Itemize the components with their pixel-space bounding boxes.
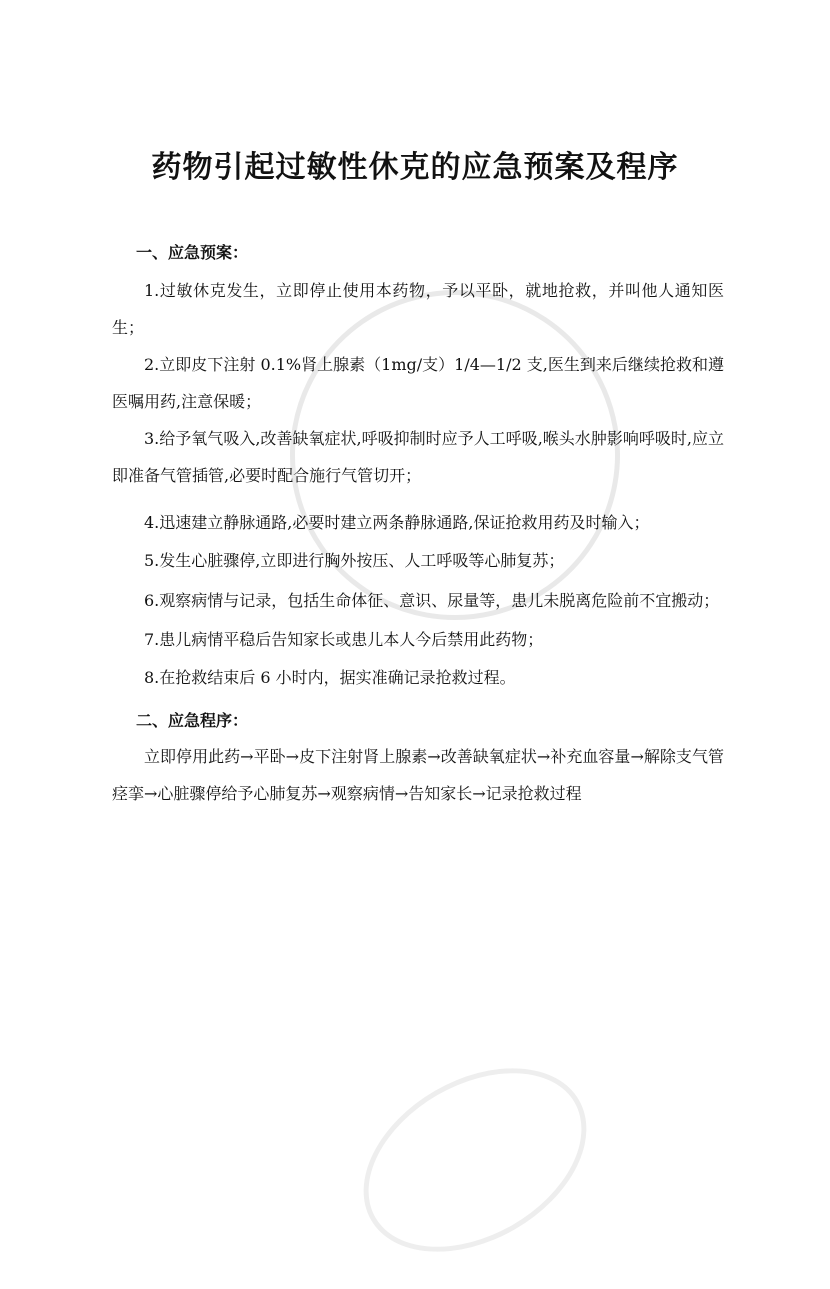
plan-item-1: 1.过敏休克发生，立即停止使用本药物，予以平卧，就地抢救，并叫他人通知医生； [112,281,724,337]
plan-item-3: 3.给予氧气吸入,改善缺氧症状,呼吸抑制时应予人工呼吸,喉头水肿影响呼吸时,应立即准备气管插管,必要时配合施行气管切开； [112,429,724,485]
document-title: 药物引起过敏性休克的应急预案及程序 [151,150,679,185]
section-heading-procedure: 二、应急程序： [136,711,249,730]
watermark-seal-bottom [331,1031,619,1289]
plan-item-6: 6.观察病情与记录，包括生命体征、意识、尿量等，患儿未脱离危险前不宜搬动； [144,591,720,610]
plan-item-7: 7.患儿病情平稳后告知家长或患儿本人今后禁用此药物； [144,630,544,649]
plan-item-5: 5.发生心脏骤停,立即进行胸外按压、人工呼吸等心肺复苏； [144,551,565,570]
plan-item-2: 2.立即皮下注射 0.1%肾上腺素（1mg/支）1/4—1/2 支,医生到来后继续抢救和遵医嘱用药,注意保暖； [112,355,724,411]
plan-item-4: 4.迅速建立静脉通路,必要时建立两条静脉通路,保证抢救用药及时输入； [144,513,650,532]
procedure-flow: 立即停用此药→平卧→皮下注射肾上腺素→改善缺氧症状→补充血容量→解除支气管痉挛→心脏骤停给予心肺复苏→观察病情→告知家长→记录抢救过程 [112,747,724,803]
plan-item-8: 8.在抢救结束后 6 小时内，据实准确记录抢救过程。 [144,668,516,687]
section-heading-plan: 一、应急预案： [136,243,249,262]
